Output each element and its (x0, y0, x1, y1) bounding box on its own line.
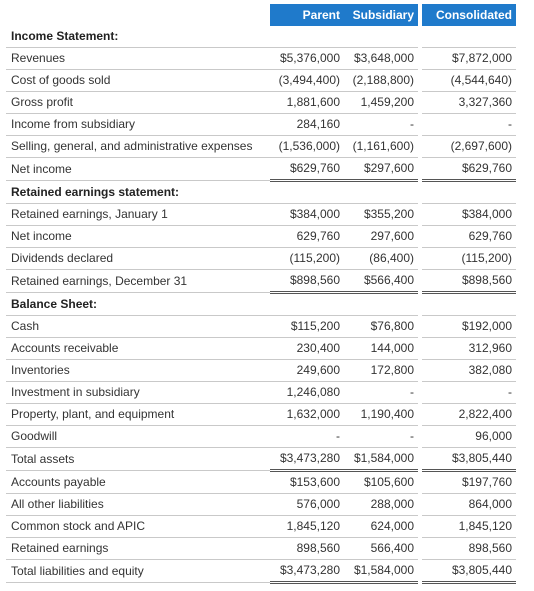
parent-value (270, 181, 344, 204)
consolidated-value: 2,822,400 (422, 404, 516, 426)
subsidiary-value: $355,200 (344, 204, 418, 226)
consolidated-value (422, 26, 516, 48)
table-row (6, 494, 516, 516)
consolidation-worksheet (6, 4, 516, 584)
consolidated-value: 3,327,360 (422, 92, 516, 114)
subsidiary-value: 1,459,200 (344, 92, 418, 114)
section-title: Income Statement: (6, 26, 270, 48)
row-label: All other liabilities (6, 494, 270, 516)
parent-value: - (270, 426, 344, 448)
table-row (6, 48, 516, 70)
parent-value: 1,845,120 (270, 516, 344, 538)
parent-value: $5,376,000 (270, 48, 344, 70)
row-label: Retained earnings (6, 538, 270, 560)
parent-value: (115,200) (270, 248, 344, 270)
subsidiary-value (344, 181, 418, 204)
section-title: Balance Sheet: (6, 293, 270, 316)
subsidiary-value: (86,400) (344, 248, 418, 270)
parent-value: 1,632,000 (270, 404, 344, 426)
table-row (6, 136, 516, 158)
row-label: Gross profit (6, 92, 270, 114)
table-row (6, 114, 516, 136)
consolidated-value: 864,000 (422, 494, 516, 516)
consolidated-value (422, 181, 516, 204)
section-row (6, 181, 516, 204)
table-row (6, 426, 516, 448)
parent-value: 898,560 (270, 538, 344, 560)
row-label: Retained earnings, December 31 (6, 270, 270, 293)
row-label: Accounts payable (6, 471, 270, 494)
row-label: Common stock and APIC (6, 516, 270, 538)
parent-value (270, 26, 344, 48)
parent-value: 1,246,080 (270, 382, 344, 404)
row-label: Cost of goods sold (6, 70, 270, 92)
consolidated-value: $3,805,440 (422, 560, 516, 583)
subsidiary-value (344, 293, 418, 316)
parent-value: 230,400 (270, 338, 344, 360)
consolidated-value: $629,760 (422, 158, 516, 181)
subsidiary-value: $105,600 (344, 471, 418, 494)
row-label: Total liabilities and equity (6, 560, 270, 583)
row-label: Property, plant, and equipment (6, 404, 270, 426)
parent-value: 629,760 (270, 226, 344, 248)
table-row (6, 316, 516, 338)
row-label: Selling, general, and administrative expenses (6, 136, 270, 158)
subsidiary-value (344, 26, 418, 48)
parent-value: $153,600 (270, 471, 344, 494)
section-row (6, 293, 516, 316)
parent-value: 1,881,600 (270, 92, 344, 114)
section-row (6, 26, 516, 48)
consolidated-value: (115,200) (422, 248, 516, 270)
consolidated-value: 96,000 (422, 426, 516, 448)
subsidiary-value: 566,400 (344, 538, 418, 560)
subsidiary-value: - (344, 382, 418, 404)
subsidiary-value: 144,000 (344, 338, 418, 360)
parent-value: 284,160 (270, 114, 344, 136)
table-row (6, 538, 516, 560)
subsidiary-value: 172,800 (344, 360, 418, 382)
parent-value: $3,473,280 (270, 448, 344, 471)
parent-value: (3,494,400) (270, 70, 344, 92)
subsidiary-value: - (344, 114, 418, 136)
parent-value: (1,536,000) (270, 136, 344, 158)
subsidiary-value: (1,161,600) (344, 136, 418, 158)
table-row (6, 70, 516, 92)
consolidated-value: 1,845,120 (422, 516, 516, 538)
row-label: Income from subsidiary (6, 114, 270, 136)
consolidated-value: $384,000 (422, 204, 516, 226)
row-label: Retained earnings, January 1 (6, 204, 270, 226)
subsidiary-value: $3,648,000 (344, 48, 418, 70)
table-row (6, 248, 516, 270)
consolidated-value: $192,000 (422, 316, 516, 338)
subsidiary-value: 624,000 (344, 516, 418, 538)
row-label: Cash (6, 316, 270, 338)
parent-value: 576,000 (270, 494, 344, 516)
consolidated-value: $7,872,000 (422, 48, 516, 70)
table-row (6, 204, 516, 226)
row-label: Inventories (6, 360, 270, 382)
table-row (6, 516, 516, 538)
parent-value (270, 293, 344, 316)
row-label: Dividends declared (6, 248, 270, 270)
row-label: Total assets (6, 448, 270, 471)
financial-table (6, 4, 516, 584)
consolidated-value: 898,560 (422, 538, 516, 560)
subsidiary-value: - (344, 426, 418, 448)
consolidated-value: - (422, 382, 516, 404)
header-subsidiary: Subsidiary (344, 4, 418, 26)
row-label: Revenues (6, 48, 270, 70)
subsidiary-value: 1,190,400 (344, 404, 418, 426)
subsidiary-value: (2,188,800) (344, 70, 418, 92)
total-row (6, 448, 516, 471)
parent-value: $898,560 (270, 270, 344, 293)
header-consolidated: Consolidated (422, 4, 516, 26)
subsidiary-value: $297,600 (344, 158, 418, 181)
consolidated-value: $898,560 (422, 270, 516, 293)
table-row (6, 360, 516, 382)
subsidiary-value: $1,584,000 (344, 448, 418, 471)
parent-value: $3,473,280 (270, 560, 344, 583)
subsidiary-value: $76,800 (344, 316, 418, 338)
consolidated-value: (2,697,600) (422, 136, 516, 158)
consolidated-value: $197,760 (422, 471, 516, 494)
row-label: Accounts receivable (6, 338, 270, 360)
consolidated-value: (4,544,640) (422, 70, 516, 92)
table-row (6, 338, 516, 360)
row-label: Net income (6, 226, 270, 248)
header-row (6, 4, 516, 26)
table-row (6, 382, 516, 404)
header-parent: Parent (270, 4, 344, 26)
table-row (6, 226, 516, 248)
parent-value: $384,000 (270, 204, 344, 226)
header-blank (6, 4, 270, 26)
row-label: Goodwill (6, 426, 270, 448)
parent-value: 249,600 (270, 360, 344, 382)
consolidated-value: 382,080 (422, 360, 516, 382)
total-row (6, 270, 516, 293)
subsidiary-value: $566,400 (344, 270, 418, 293)
subsidiary-value: $1,584,000 (344, 560, 418, 583)
table-row (6, 92, 516, 114)
section-title: Retained earnings statement: (6, 181, 270, 204)
parent-value: $115,200 (270, 316, 344, 338)
consolidated-value (422, 293, 516, 316)
consolidated-value: $3,805,440 (422, 448, 516, 471)
total-row (6, 560, 516, 583)
row-label: Investment in subsidiary (6, 382, 270, 404)
table-row (6, 404, 516, 426)
table-row (6, 471, 516, 494)
parent-value: $629,760 (270, 158, 344, 181)
consolidated-value: - (422, 114, 516, 136)
total-row (6, 158, 516, 181)
subsidiary-value: 297,600 (344, 226, 418, 248)
subsidiary-value: 288,000 (344, 494, 418, 516)
consolidated-value: 629,760 (422, 226, 516, 248)
row-label: Net income (6, 158, 270, 181)
consolidated-value: 312,960 (422, 338, 516, 360)
